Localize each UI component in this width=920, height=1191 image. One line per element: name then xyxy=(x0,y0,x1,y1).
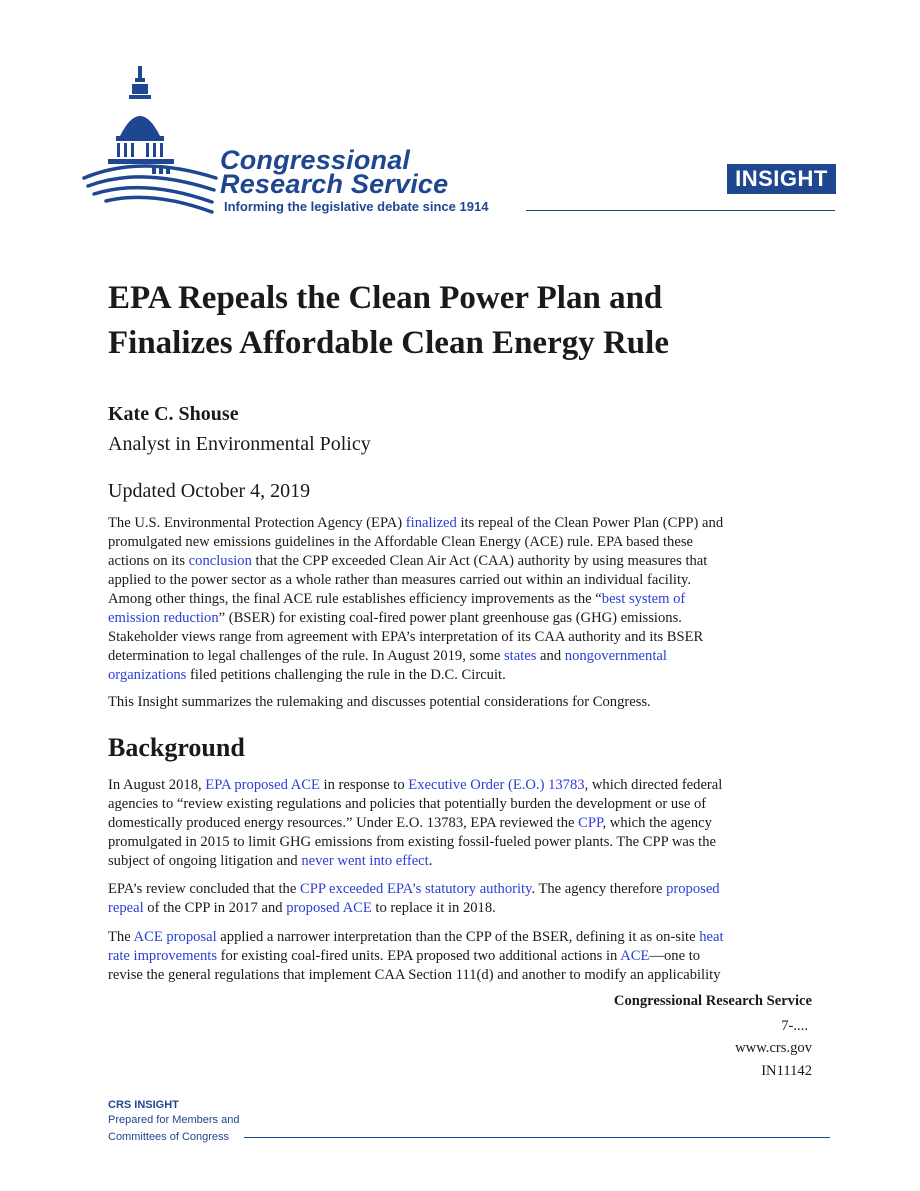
background-paragraph-2 xyxy=(108,880,820,918)
text-run: in response to xyxy=(319,777,409,793)
link-finalized[interactable]: finalized xyxy=(405,515,457,531)
text-line: agencies to “review existing regulations and policies that potentially burden the development or use of xyxy=(108,796,707,812)
background-paragraph-1 xyxy=(108,776,820,871)
link-conclusion[interactable]: conclusion xyxy=(188,553,252,569)
footer-report-id: IN11142 xyxy=(761,1063,812,1079)
link-proposed-repeal-cont[interactable]: repeal xyxy=(108,900,144,916)
link-ace[interactable]: ACE xyxy=(620,948,650,964)
text-run: filed petitions challenging the rule in the D.C. Circuit. xyxy=(186,667,506,683)
text-run: —one to xyxy=(649,948,701,964)
crs-tagline: Informing the legislative debate since 1914 xyxy=(224,199,489,214)
text-line: Stakeholder views range from agreement with EPA’s interpretation of its CAA authority and its BSER xyxy=(108,629,704,645)
text-line: This Insight summarizes the rulemaking and discusses potential considerations for Congress. xyxy=(108,694,651,710)
section-heading-background: Background xyxy=(108,733,245,762)
link-executive-order-13783[interactable]: Executive Order (E.O.) 13783 xyxy=(408,777,585,793)
author-role: Analyst in Environmental Policy xyxy=(108,433,371,455)
footer-report-number: 7-.... xyxy=(781,1018,808,1034)
text-run: determination to legal challenges of the rule. In August 2019, some xyxy=(108,648,504,664)
text-run: The xyxy=(108,929,134,945)
insight-scope-paragraph xyxy=(108,693,820,712)
text-run: applied a narrower interpretation than the CPP of the BSER, defining it as on-site xyxy=(216,929,700,945)
footer-prepared-line1: Prepared for Members and xyxy=(108,1114,240,1126)
footer-organization: Congressional Research Service xyxy=(613,993,812,1009)
crs-name-line1: Congressional xyxy=(220,145,411,175)
text-line: promulgated new emissions guidelines in the Affordable Clean Energy (ACE) rule. EPA based these xyxy=(108,534,693,550)
text-run: . The agency therefore xyxy=(531,881,667,897)
updated-date: Updated October 4, 2019 xyxy=(108,480,311,502)
background-paragraph-3 xyxy=(108,928,820,985)
text-run: of the CPP in 2017 and xyxy=(143,900,287,916)
link-heat-rate-improvements-cont[interactable]: rate improvements xyxy=(108,948,218,964)
footer-prepared-line2: Committees of Congress xyxy=(108,1131,230,1143)
text-run: subject of ongoing litigation and xyxy=(108,853,302,869)
text-run: , which the agency xyxy=(602,815,712,831)
document-title-line1: EPA Repeals the Clean Power Plan and xyxy=(108,280,663,316)
text-run: and xyxy=(536,648,565,664)
text-run: actions on its xyxy=(108,553,189,569)
text-run: The U.S. Environmental Protection Agency (EPA) xyxy=(108,515,406,531)
author-name: Kate C. Shouse xyxy=(108,403,239,425)
text-run: , which directed federal xyxy=(584,777,723,793)
crs-name-line2: Research Service xyxy=(220,169,449,199)
footer-crs-insight: CRS INSIGHT xyxy=(108,1099,179,1111)
text-run: ” (BSER) for existing coal-fired power plant greenhouse gas (GHG) emissions. xyxy=(218,610,682,626)
text-run: EPA’s review concluded that the xyxy=(108,881,300,897)
header-divider xyxy=(526,210,835,211)
text-run: to replace it in 2018. xyxy=(371,900,496,916)
text-run: Among other things, the final ACE rule establishes efficiency improvements as the “ xyxy=(108,591,602,607)
crs-capitol-dome-logo xyxy=(80,62,220,217)
footer-divider xyxy=(244,1137,830,1138)
link-never-went-into-effect[interactable]: never went into effect xyxy=(301,853,429,869)
document-title-line2: Finalizes Affordable Clean Energy Rule xyxy=(108,325,669,361)
link-proposed-repeal[interactable]: proposed xyxy=(666,881,720,897)
link-cpp-exceeded-authority[interactable]: CPP exceeded EPA’s statutory authority xyxy=(299,881,532,897)
text-line: revise the general regulations that implement CAA Section 111(d) and another to modify an applicability xyxy=(108,967,721,983)
text-line: promulgated in 2015 to limit GHG emissions from existing fossil-fueled power plants. The CPP was the xyxy=(108,834,717,850)
link-states[interactable]: states xyxy=(503,648,537,664)
link-nongovernmental-organizations-cont[interactable]: organizations xyxy=(108,667,187,683)
link-heat-rate-improvements[interactable]: heat xyxy=(699,929,724,945)
link-epa-proposed-ace[interactable]: EPA proposed ACE xyxy=(205,777,320,793)
link-cpp[interactable]: CPP xyxy=(578,815,603,831)
footer-website: www.crs.gov xyxy=(735,1040,812,1056)
insight-badge: INSIGHT xyxy=(727,164,836,194)
text-run: domestically produced energy resources.” Under E.O. 13783, EPA reviewed the xyxy=(108,815,579,831)
link-ace-proposal[interactable]: ACE proposal xyxy=(133,929,217,945)
summary-paragraph xyxy=(108,514,820,685)
text-run: for existing coal-fired units. EPA proposed two additional actions in xyxy=(217,948,621,964)
link-proposed-ace[interactable]: proposed ACE xyxy=(286,900,372,916)
link-nongovernmental-organizations[interactable]: nongovernmental xyxy=(564,648,667,664)
text-run: In August 2018, xyxy=(108,777,206,793)
link-best-system-of-emission-reduction-cont[interactable]: emission reduction xyxy=(108,610,219,626)
link-best-system-of-emission-reduction[interactable]: best system of xyxy=(601,591,686,607)
text-run: its repeal of the Clean Power Plan (CPP) and xyxy=(456,515,724,531)
text-run: . xyxy=(428,853,433,869)
text-run: that the CPP exceeded Clean Air Act (CAA) authority by using measures that xyxy=(251,553,708,569)
text-line: applied to the power sector as a whole rather than measures carried out within an individual facility. xyxy=(108,572,692,588)
